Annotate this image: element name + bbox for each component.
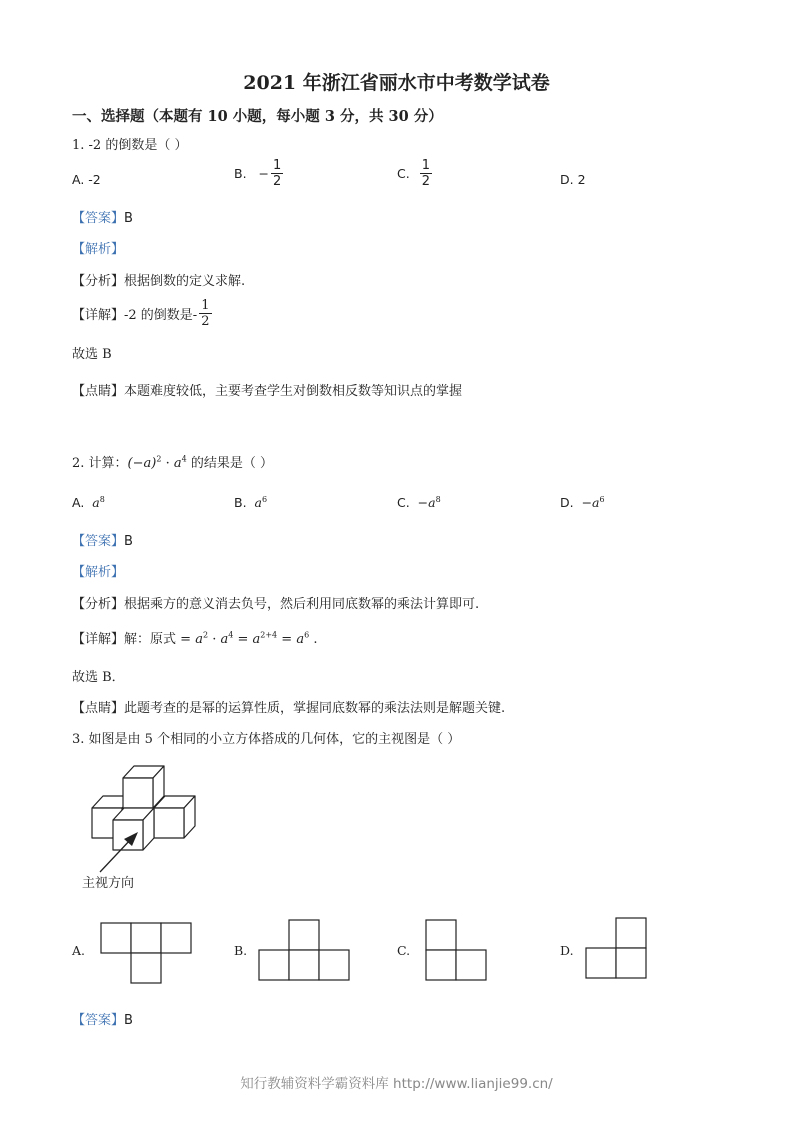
q2-stem: 2. 计算：$(-a)^2 \cdot a^4$ 的结果是（ ） (72, 454, 273, 471)
q3-figure-caption: 主视方向 (82, 876, 135, 891)
q1-option-d: D. 2 (560, 172, 586, 187)
q3-option-a-figure (100, 921, 195, 986)
q3-option-d-label: D. (560, 943, 574, 958)
q3-stem: 3. 如图是由 5 个相同的小立方体搭成的几何体，它的主视图是（ ） (72, 732, 461, 747)
q2-answer: 【答案】B (72, 534, 133, 549)
q1-detail: 【详解】-2 的倒数是- $\frac{1}{2}$ (72, 298, 210, 329)
section-heading: 一、选择题（本题有 10 小题，每小题 3 分，共 30 分） (72, 108, 443, 125)
q3-option-a-label: A. (72, 943, 86, 958)
page-title: 2021 年浙江省丽水市中考数学试卷 (243, 72, 550, 94)
q1-stem: 1. -2 的倒数是（ ） (72, 138, 188, 153)
q3-view-arrow (92, 828, 152, 878)
q3-option-b-figure (258, 918, 353, 983)
q2-option-a: A. $a^8$ (72, 495, 105, 511)
q2-fenxi: 【分析】根据乘方的意义消去负号，然后利用同底数幂的乘法计算即可. (72, 597, 480, 612)
q3-option-d-figure (585, 916, 650, 981)
q1-option-b: B. − $\frac{1}{2}$ (234, 158, 282, 189)
q3-option-c-figure (425, 918, 490, 983)
q2-choose: 故选 B． (72, 670, 125, 685)
q2-analysis-tag: 【解析】 (72, 565, 125, 580)
q1-fenxi: 【分析】根据倒数的定义求解. (72, 274, 246, 289)
q3-answer: 【答案】B (72, 1013, 133, 1028)
q1-answer: 【答案】B (72, 211, 133, 226)
q1-analysis-tag: 【解析】 (72, 242, 125, 257)
q1-option-c: C. $\frac{1}{2}$ (397, 158, 430, 189)
q2-option-b: B. $a^6$ (234, 495, 268, 511)
q3-option-b-label: B. (234, 943, 248, 958)
q1-comment: 【点睛】本题难度较低，主要考查学生对倒数相反数等知识点的掌握 (72, 384, 463, 399)
q2-option-d: D. $-a^6$ (560, 495, 605, 511)
q2-comment: 【点睛】此题考查的是幂的运算性质，掌握同底数幂的乘法法则是解题关键. (72, 701, 506, 716)
q1-choose: 故选 B (72, 347, 112, 362)
q2-detail: 【详解】解：原式 = $a^2 \cdot a^4 = a^{2+4} = a^6$ . (72, 630, 318, 647)
q1-option-a: A. -2 (72, 172, 101, 187)
q2-option-c: C. $-a^8$ (397, 495, 441, 511)
q3-option-c-label: C. (397, 943, 411, 958)
footer-watermark: 知行教辅资料学霸资料库 http://www.lianjie99.cn/ (240, 1076, 553, 1092)
